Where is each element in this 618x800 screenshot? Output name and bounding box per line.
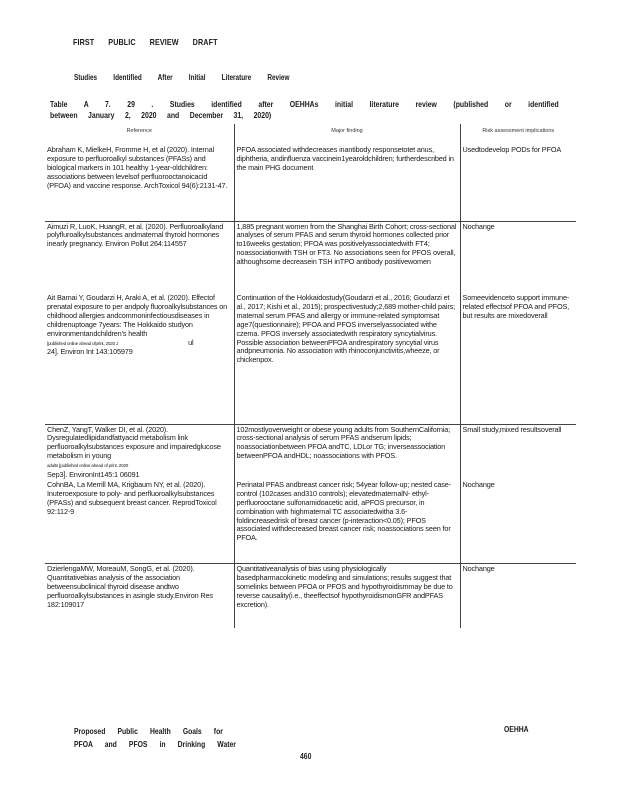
reference-text: ChenZ, YangT, Walker DI, et al. (2020). Dysregulatedlipidandfattyacid metabolism link perfluoroalkylsubstances exposure and impairedglucose metabolism in young: [47, 424, 221, 461]
cell-reference: [45, 293, 234, 424]
draft-header: FIRST PUBLIC REVIEW DRAFT: [73, 37, 218, 47]
table-row: [45, 424, 576, 480]
column-header-major-finding: Major finding: [234, 124, 460, 145]
footer-title-line-1: Proposed Public Health Goals for: [74, 727, 223, 736]
cell-risk: Someevidenceto support immune-related effectsof PFOA and PFOS, but results are mixedoverall: [460, 293, 576, 424]
column-header-reference: Reference: [45, 124, 234, 145]
cell-finding: Quantitativeanalysis of bias using physiologically basedpharmacokinetic modeling and simulations; results suggest that somelinks between PFOA or PFOS and hypothyroidismmay be due to reverse causality(i.e., theeffectsof hypothyroidismonGFR andPFAS excretion).: [234, 564, 460, 628]
table-row: [45, 293, 576, 424]
table-row: [45, 564, 576, 628]
cell-risk: Nochange: [462, 221, 495, 231]
cell-finding: 1,885 pregnant women from the Shanghai Birth Cohort; cross-sectional analyses of serum PFAS and serum thyroid hormones collected prior to16weeks gestation; PFOA was positivelyassociatedwith FT4; noassociationwith TSH or FT3. No associations seen for PFOS overall, althoughsome decreasein TSH inTPO antibody positivewomen: [234, 221, 460, 293]
cell-reference: Aimuzi R, LuoK, HuangR, et al. (2020). Perfluoroalkyland polyfluroalkylsubstances andmaternal thyroid hormones inearly pregnancy. Environ Pollut 264:114557: [45, 221, 234, 293]
page-footer: [74, 725, 236, 751]
reference-print-note-end: ul: [188, 337, 194, 347]
table-row: [45, 145, 576, 221]
cell-risk: Nochange: [460, 480, 576, 564]
literature-table: [45, 124, 576, 628]
footer-title-line-2: PFOA and PFOS in Drinking Water: [74, 740, 236, 749]
table-caption: [50, 99, 559, 121]
cell-risk: Usedtodevelop PODs for PFOA: [460, 145, 576, 221]
cell-risk: Small study,mixed resultsoverall: [462, 424, 562, 434]
table-row: [45, 480, 576, 564]
reference-text: Ait Bamai Y, Goudarzi H, Araki A, et al. (2020). Effectof prenatal exposure to per andpoly fluoroalkylsubstances on childhood allergies andcommoninfectiousdiseases in childrenuptoage 7years: The Hokkaido studyon environmentandchildren's health: [47, 293, 228, 338]
table-row: [45, 221, 576, 293]
section-subtitle: Studies Identified After Initial Literature Review: [74, 73, 290, 82]
cell-finding: PFOA associated withdecreases inantibody responsetotet anus, diphtheria, andinfluenza vaccinein1yearoldchildren; furtherdescribed in the main PHG document: [234, 145, 460, 221]
table-caption-line-2: between January 2, 2020 and December 31, 2020): [50, 111, 272, 120]
cell-risk: Nochange: [462, 564, 495, 574]
cell-reference: Abraham K, MielkeH, Fromme H, et al (2020). Internal exposure to perfluoroalkyl substances (PFASs) and biological markers in 101 healthy 1-year-oldchildren: associations between levelsof perfluorooctanoicacid (PFOA) and vaccine response. ArchToxicol 94(6):2131-47.: [45, 145, 234, 221]
table-caption-line-1: Table A 7. 29 . Studies identified after OEHHAs initial literature review (published or identified: [50, 100, 559, 109]
reference-journal: 24]. Environ Int 143:105979: [47, 347, 133, 357]
reference-print-note: [published online ahead ofprint, 2020 J: [47, 340, 119, 346]
cell-reference: [45, 424, 234, 480]
cell-finding: Continuation of the Hokkaidostudy(Goudarzi et al., 2016; Goudarzi et al., 2017; Kishi et al., 2015); prospectivestudy;2,689 mother-child pairs; maternal serum PFAS and allergy or immune-related symptomsat age7(questionnaire); PFOA and PFOS inverselyassociated withe czema. PFOS inversely associatedwith respiratory syncytialvirus. Possible association betweenPFOA andrespiratory syncytial virus andpneumonia. No association with rhinoconjunctivitis,wheeze, or chickenpox.: [234, 293, 460, 424]
reference-journal: Sep3]. EnvironInt145:1 06091: [47, 470, 140, 480]
page-number: 460: [300, 752, 312, 761]
cell-finding: Perinatal PFAS andbreast cancer risk; 54year follow-up; nested case-control (102cases and310 controls); elevatedmaternalN- ethyl-perfluorooctane sulfonamidoacetic acid, aPFOS precursor, in combination with highmaternal TC associatedwitha 3.6-foldincreasedrisk of breast cancer (p-interaction<0.05); PFOS associated withdecreased breast cancer risk; noassociations seen for PFOA.: [234, 480, 460, 564]
cell-reference: CohnBA, La Merrill MA, Krigbaum NY, et al. (2020). Inuteroexposure to poly- and perfluoroalkylsubstances (PFASs) and subsequent breast cancer. ReprodToxicol 92:112-9: [45, 480, 234, 564]
reference-print-note: adults [published online ahead of print, 2020: [47, 463, 129, 469]
cell-finding: 102mostlyoverweight or obese young adults from SouthernCalifornia; cross-sectional analysis of serum PFAS andserum lipids; noassociationbetween PFOA andTC, LDLor TG; inverseassociation betweenPFOA andHDL; noassociations with PFOS.: [234, 424, 460, 480]
cell-reference: DzierlengaMW, MoreauM, SongG, et al. (2020). Quantitativebias analysis of the association betweensubclinical thyroid disease andtwo perfluoroalkylsubstances in asingle study.Environ Res 182:109017: [45, 564, 234, 628]
footer-org: OEHHA: [504, 725, 529, 734]
column-header-risk-implications: Risk assessment implications: [482, 128, 555, 134]
table-header-row: [45, 124, 576, 145]
